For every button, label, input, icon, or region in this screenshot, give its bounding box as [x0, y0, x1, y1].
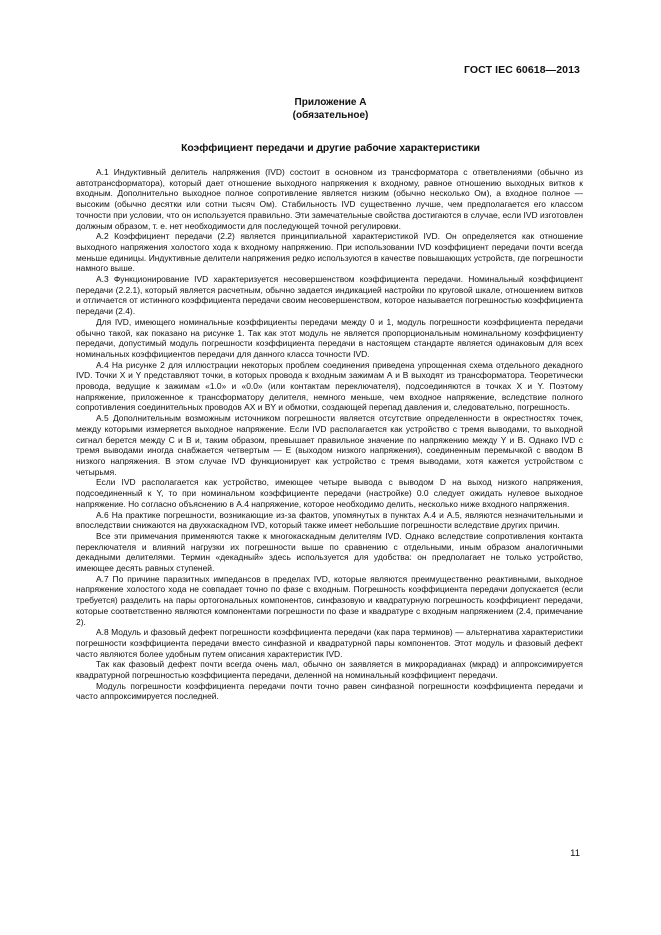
paragraph-a3-cont: Для IVD, имеющего номинальные коэффициенты передачи между 0 и 1, модуль погрешности коэффициента передачи обычно такой, как показано на рисунке 1. Так как этот модуль не является пропорциональным номинальному коэффициенту передачи, допустимый модуль погрешности коэффициента передачи в настоящем стандарте является одинаковым для всех номинальных коэффициентов передачи для данного класса точности IVD. — [76, 316, 583, 359]
section-heading: Коэффициент передачи и другие рабочие характеристики — [181, 143, 480, 154]
body-text — [76, 167, 583, 702]
paragraph-a8-cont: Так как фазовый дефект почти всегда очень мал, обычно он заявляется в микрорадианах (мкрад) и аппроксимируется квадратурной погрешностью коэффициента передачи, деленной на номинальный коэффициент передачи. — [76, 659, 583, 681]
annex-subtitle: (обязательное) — [292, 110, 369, 121]
paragraph-a6: А.6 На практике погрешности, возникающие из-за фактов, упомянутых в пунктах А.4 и А.5, являются незначительными и впоследствии снижаются на двухкаскадном IVD, который также имеет небольшие погрешности вследствие других причин. — [76, 509, 583, 531]
annex-title-block — [0, 96, 661, 122]
paragraph-a1: А.1 Индуктивный делитель напряжения (IVD) состоит в основном из трансформатора с ответвлениями (обычно из автотрансформатора), который дает отношение выходного напряжения к входному, равное отношению выходных витков к входным. Дополнительно выходное полное сопротивление является низким (обычно несколько Ом), а входное полное — высоким (обычно десятки или сотни тысяч Ом). Стабильность IVD существенно лучше, чем предполагается его классом точности при условии, что он используется правильно. Эти замечательные свойства достигаются в случае, если IVD изготовлен должным образом, т. е. нет необходимости для последующей точной регулировки. — [76, 167, 583, 231]
paragraph-a8: А.8 Модуль и фазовый дефект погрешности коэффициента передачи (как пара терминов) — альтернатива характеристики погрешности коэффициента передачи вместо синфазной и квадратурной пары компонентов. Этот модуль и фазовый дефект часто являются более удобным путем описания характеристик IVD. — [76, 627, 583, 659]
paragraph-a5-cont: Если IVD располагается как устройство, имеющее четыре вывода с выводом D на выход низкого напряжения, подсоединенный к Y, то при номинальном коэффициенте передачи (настройке) 0.0 следует ожидать нулевое выходное напряжение. Но согласно объяснению в А.4 напряжение, которое необходимо делить, несколько ниже входного напряжения. — [76, 477, 583, 509]
paragraph-a8-final: Модуль погрешности коэффициента передачи почти точно равен синфазной погрешности коэффициента передачи и часто аппроксимируется последней. — [76, 680, 583, 702]
paragraph-a7: А.7 По причине паразитных импедансов в пределах IVD, которые являются преимущественно реактивными, выходное напряжение холостого хода не совпадает точно по фазе с входным. Погрешность коэффициента передачи допускается (если требуется) разделить на пары ортогональных компонентов, синфазовую и квадратурную погрешность коэффициент передачи, которые соответственно являются компонентами погрешности по фазе и квадратуре с входным напряжением (2.4, примечание 2). — [76, 573, 583, 627]
paragraph-a4: А.4 На рисунке 2 для иллюстрации некоторых проблем соединения приведена упрощенная схема отдельного декадного IVD. Точки X и Y представляют точки, в которых провода к входным зажимам А и В выходят из трансформатора. Теоретически провода, ведущие к зажимам «1.0» и «0.0» (или контактам переключателя), подсоединяются в точках X и Y. Поэтому напряжение, приложенное к трансформатору делителя, немного меньше, чем входное напряжение, вследствие полного сопротивления соединительных проводов АХ и BY и обмотки, создающей перепад давления и, следовательно, погрешность. — [76, 359, 583, 413]
paragraph-a2: А.2 Коэффициент передачи (2.2) является принципиальной характеристикой IVD. Он определяется как отношение выходного напряжения холостого хода к входному напряжению. При использовании IVD коэффициент передачи почти всегда меньше единицы. Индуктивные делители напряжения редко используются в качестве повышающих устройств, где погрешности намного выше. — [76, 231, 583, 274]
paragraph-a6-cont: Все эти примечания применяются также к многокаскадным делителям IVD. Однако вследствие сопротивления контакта переключателя и влияний нагрузки их погрешности выше по сравнению с отдельными, иным образом аналогичными декадными делителями. Термин «декадный» здесь используется для удобства: он предполагает не только устройство, имеющее десять равных ступеней. — [76, 530, 583, 574]
paragraph-a5: А.5 Дополнительным возможным источником погрешности является отсутствие определенности в окрестностях точек, между которыми измеряется выходное напряжение. Если IVD располагается как устройство с тремя выводами, то выходной сигнал берется между С и В и, таким образом, превышает правильное значение по напряжению между Y и В. Однако IVD с тремя выводами иногда снабжается четвертым — Е (выходом низкого напряжения), соединенным перемычкой с вводом В низкого напряжения. В этом случае IVD функционирует как устройство с тремя выводами, хотя кажется устройством с четырьмя. — [76, 413, 583, 477]
standard-code: ГОСТ IEC 60618—2013 — [463, 64, 580, 76]
annex-title: Приложение А — [294, 97, 367, 108]
page-number: 11 — [570, 848, 580, 859]
paragraph-a3: А.3 Функционирование IVD характеризуется несовершенством коэффициента передачи. Номинальный коэффициент передачи (2.2.1), который является расчетным, обычно задается индикацией настройки по круговой шкале, отношением витков и отличается от истинного коэффициента передачи своим несовершенством, которое называется погрешностью коэффициента передачи (2.4). — [76, 274, 583, 317]
